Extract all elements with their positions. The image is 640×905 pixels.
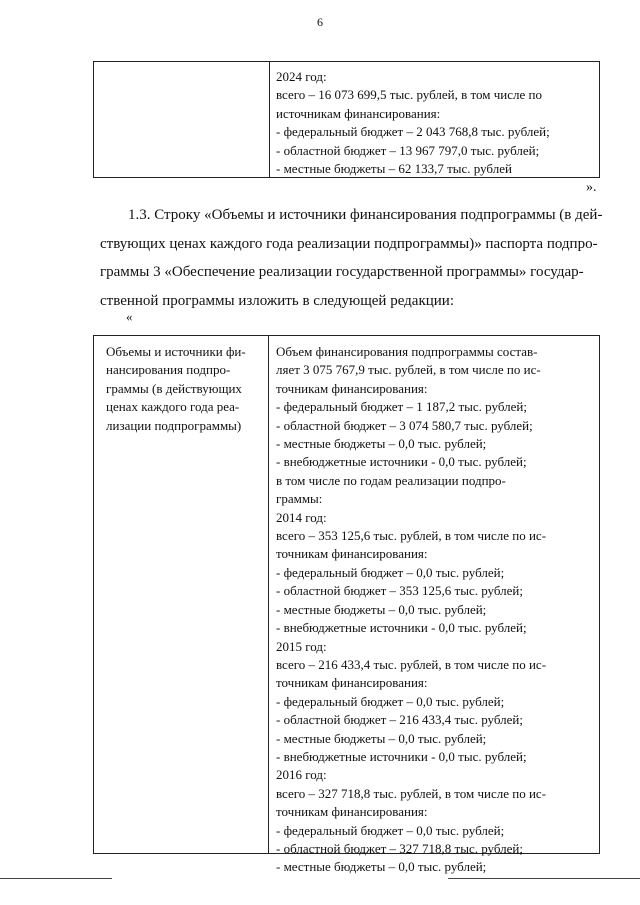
value-line: всего – 327 718,8 тыс. рублей, в том числе по ис-: [276, 785, 547, 801]
value-line: - федеральный бюджет – 0,0 тыс. рублей;: [276, 693, 505, 709]
financing-table-continuation: [93, 61, 600, 178]
value-line: - областной бюджет – 216 433,4 тыс. рублей;: [276, 712, 523, 728]
bottom-rule-right: [448, 878, 640, 879]
value-line: - областной бюджет – 13 967 797,0 тыс. рублей;: [276, 142, 540, 158]
opening-quote: «: [126, 309, 133, 324]
paragraph-line: ствующих ценах каждого года реализации подпрограммы)» паспорта подпро-: [100, 235, 598, 252]
table-cell-label-empty: [94, 62, 270, 177]
value-line: точникам финансирования:: [276, 675, 428, 691]
value-line: - федеральный бюджет – 2 043 768,8 тыс. рублей;: [276, 124, 550, 140]
value-line: - федеральный бюджет – 1 187,2 тыс. рублей;: [276, 399, 527, 415]
label-line: Объемы и источники фи-: [106, 344, 246, 359]
amendment-paragraph: [100, 201, 603, 315]
value-line: Объем финансирования подпрограммы состав-: [276, 344, 538, 359]
value-line: - внебюджетные источники - 0,0 тыс. рублей;: [276, 620, 527, 636]
value-line: в том числе по годам реализации подпро-: [276, 472, 506, 488]
value-line: граммы:: [276, 491, 323, 507]
value-line: - местные бюджеты – 0,0 тыс. рублей;: [276, 601, 487, 617]
table-cell-value: [270, 62, 599, 177]
value-line: точникам финансирования:: [276, 380, 428, 396]
value-line: - внебюджетные источники - 0,0 тыс. рублей;: [276, 748, 527, 764]
value-line: всего – 353 125,6 тыс. рублей, в том числе по ис-: [276, 528, 547, 544]
value-lines: [276, 68, 599, 178]
value-line: 2014 год:: [276, 509, 327, 525]
table-cell-label: [94, 336, 269, 853]
label-lines: [106, 343, 268, 435]
paragraph-line: граммы 3 «Обеспечение реализации государственной программы» государ-: [100, 264, 584, 280]
value-line: - федеральный бюджет – 0,0 тыс. рублей;: [276, 564, 505, 580]
financing-table: [93, 335, 600, 875]
value-line: - федеральный бюджет – 0,0 тыс. рублей;: [276, 822, 505, 838]
page-number: 6: [317, 15, 323, 29]
value-line: 2024 год:: [276, 69, 327, 84]
value-line: - областной бюджет – 353 125,6 тыс. рублей;: [276, 583, 523, 599]
bottom-rule-left: [0, 878, 112, 879]
value-line: - местные бюджеты – 62 133,7 тыс. рублей: [276, 161, 512, 177]
label-line: граммы (в действующих: [106, 380, 242, 396]
value-line: - внебюджетные источники - 0,0 тыс. рублей;: [276, 454, 527, 470]
label-line: нансирования подпро-: [106, 362, 231, 378]
value-line: - местные бюджеты – 0,0 тыс. рублей;: [276, 730, 487, 746]
value-line: ляет 3 075 767,9 тыс. рублей, в том числе по ис-: [276, 362, 541, 378]
value-line: всего – 16 073 699,5 тыс. рублей, в том числе по: [276, 87, 542, 103]
label-line: ценах каждого года реа-: [106, 399, 240, 415]
label-line: лизации подпрограммы): [106, 417, 242, 433]
value-line: источникам финансирования:: [276, 105, 441, 121]
value-line: 2015 год:: [276, 638, 327, 654]
value-line: - местные бюджеты – 0,0 тыс. рублей;: [276, 436, 487, 452]
paragraph-line: ственной программы изложить в следующей редакции:: [100, 292, 454, 309]
value-line: - местные бюджеты – 0,0 тыс. рублей;: [276, 859, 487, 875]
paragraph-line: 1.3. Строку «Объемы и источники финансирования подпрограммы (в дей-: [128, 207, 603, 223]
value-line: точникам финансирования:: [276, 804, 428, 820]
value-line: всего – 216 433,4 тыс. рублей, в том числе по ис-: [276, 656, 547, 672]
value-lines: [276, 343, 599, 877]
value-line: - областной бюджет – 3 074 580,7 тыс. рублей;: [276, 417, 533, 433]
closing-quote: ».: [586, 180, 597, 195]
value-line: точникам финансирования:: [276, 546, 428, 562]
value-line: - областной бюджет – 327 718,8 тыс. рублей;: [276, 840, 523, 856]
table-cell-value: [270, 336, 599, 875]
value-line: 2016 год:: [276, 767, 327, 783]
